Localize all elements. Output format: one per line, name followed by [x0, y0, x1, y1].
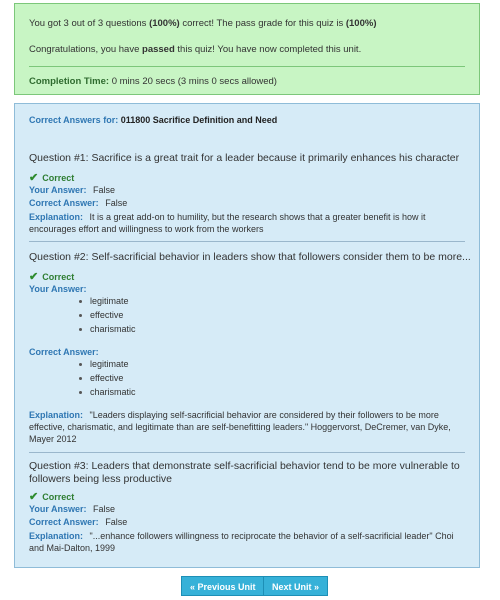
- question-2-correct-answer-label: Correct Answer:: [29, 347, 99, 357]
- question-1-explanation: Explanation: It is a great add-on to humility, but the research shows that a greater benefit is how it encourages effort and willingness to work from the workers: [29, 212, 426, 234]
- divider: [29, 66, 465, 67]
- question-2-your-answer-label: Your Answer:: [29, 284, 87, 294]
- bullet-icon: [79, 391, 82, 394]
- passed-message: Congratulations, you have passed this quiz! You have now completed this unit.: [29, 44, 362, 55]
- checkmark-icon: ✔: [29, 172, 39, 184]
- list-item: charismatic: [79, 324, 136, 334]
- score-text: You got 3 out of 3 questions (100%) correct! The pass grade for this quiz is (100%): [29, 18, 377, 29]
- bullet-icon: [79, 314, 82, 317]
- completion-time: Completion Time: 0 mins 20 secs (3 mins 0 secs allowed): [29, 76, 277, 87]
- question-1-status: ✔ Correct: [29, 172, 75, 184]
- next-unit-button[interactable]: Next Unit »: [263, 576, 328, 596]
- correct-answers-panel: [14, 103, 480, 568]
- checkmark-icon: ✔: [29, 491, 39, 503]
- bullet-icon: [79, 328, 82, 331]
- question-2-status: ✔ Correct: [29, 271, 75, 283]
- checkmark-icon: ✔: [29, 271, 39, 283]
- question-1-your-answer: Your Answer: False: [29, 185, 116, 195]
- question-3-correct-answer: Correct Answer: False: [29, 517, 128, 527]
- bullet-icon: [79, 300, 82, 303]
- question-divider: [29, 241, 465, 242]
- bullet-icon: [79, 377, 82, 380]
- bullet-icon: [79, 363, 82, 366]
- question-3-text-line2: followers being less productive: [29, 473, 172, 485]
- question-3-explanation: Explanation: "...enhance followers willingness to reciprocate the behavior of a self-sacrificial leader" Choi and Mai-Dalton, 1999: [29, 531, 454, 553]
- list-item: legitimate: [79, 359, 129, 369]
- list-item: charismatic: [79, 387, 136, 397]
- question-2-explanation: Explanation: "Leaders displaying self-sacrificial behavior are considered by their followers to be more effective, charismatic, and legitimate than are self-benefitting leaders." Hoggervorst, DeCremer, van Dyke, Mayer 2012: [29, 410, 451, 444]
- question-3-status: ✔ Correct: [29, 491, 75, 503]
- quiz-result-panel: [14, 3, 480, 95]
- list-item: legitimate: [79, 296, 129, 306]
- question-2-text: Question #2: Self-sacrificial behavior in leaders show that followers consider them to be more...: [29, 251, 471, 263]
- previous-unit-button[interactable]: « Previous Unit: [181, 576, 265, 596]
- answers-header: Correct Answers for: 011800 Sacrifice Definition and Need: [29, 115, 278, 125]
- question-1-text: Question #1: Sacrifice is a great trait for a leader because it primarily enhances his character: [29, 152, 460, 164]
- question-1-correct-answer: Correct Answer: False: [29, 198, 128, 208]
- question-3-text-line1: Question #3: Leaders that demonstrate self-sacrificial behavior tend to be more vulnerable to: [29, 460, 460, 472]
- question-divider: [29, 452, 465, 453]
- list-item: effective: [79, 373, 123, 383]
- list-item: effective: [79, 310, 123, 320]
- question-3-your-answer: Your Answer: False: [29, 504, 116, 514]
